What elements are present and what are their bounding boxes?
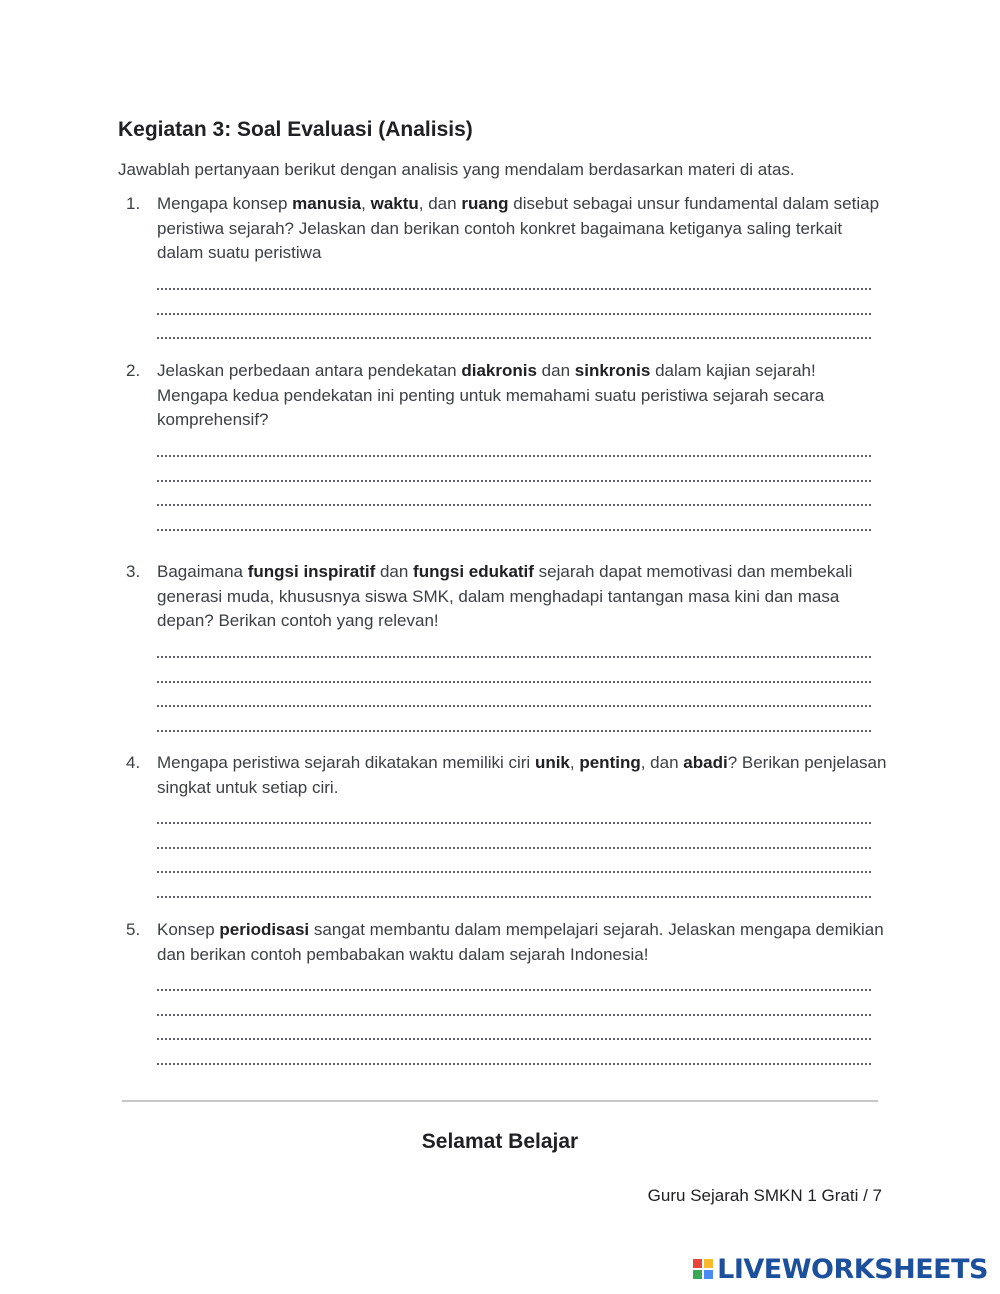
- section-title: Kegiatan 3: Soal Evaluasi (Analisis): [118, 118, 473, 141]
- key-term: ruang: [461, 194, 509, 213]
- answer-line[interactable]: [157, 705, 871, 707]
- key-term: unik: [534, 753, 570, 772]
- question-2: [118, 359, 888, 433]
- key-term: waktu: [370, 194, 419, 213]
- key-term: fungsi inspiratif: [247, 562, 376, 581]
- answer-line[interactable]: [157, 337, 871, 339]
- question-3: [118, 560, 888, 634]
- answer-line[interactable]: [157, 288, 871, 290]
- key-term: abadi: [683, 753, 728, 772]
- answer-line[interactable]: [157, 656, 871, 658]
- question-5: [118, 918, 888, 967]
- answer-line[interactable]: [157, 822, 871, 824]
- question-number: 3.: [126, 562, 141, 581]
- answer-line[interactable]: [157, 313, 871, 315]
- question-text: Mengapa konsep manusia, waktu, dan ruang disebut sebagai unsur fundamental dalam setiap peristiwa sejarah? Jelaskan dan berikan contoh konkret bagaimana ketiganya saling terkait dalam suatu peristiwa: [157, 194, 880, 262]
- brand-logo[interactable]: [693, 1254, 988, 1284]
- answer-line[interactable]: [157, 1063, 871, 1065]
- divider: [122, 1100, 878, 1102]
- closing-text: Selamat Belajar: [421, 1130, 579, 1153]
- liveworksheets-logo-icon: [693, 1259, 713, 1279]
- answer-line[interactable]: [157, 1038, 871, 1040]
- answer-line[interactable]: [157, 847, 871, 849]
- footer-credit: Guru Sejarah SMKN 1 Grati / 7: [647, 1186, 882, 1205]
- question-number: 4.: [126, 753, 141, 772]
- answer-line[interactable]: [157, 480, 871, 482]
- answer-line[interactable]: [157, 871, 871, 873]
- question-text: Bagaimana fungsi inspiratif dan fungsi edukatif sejarah dapat memotivasi dan membekali generasi muda, khususnya siswa SMK, dalam menghadapi tantangan masa kini dan masa depan? Berikan contoh yang relevan!: [157, 562, 853, 630]
- answer-line[interactable]: [157, 681, 871, 683]
- key-term: fungsi edukatif: [413, 562, 534, 581]
- question-text: Mengapa peristiwa sejarah dikatakan memiliki ciri unik, penting, dan abadi? Berikan penjelasan singkat untuk setiap ciri.: [157, 753, 887, 797]
- question-number: 2.: [126, 361, 141, 380]
- answer-line[interactable]: [157, 529, 871, 531]
- answer-line[interactable]: [157, 730, 871, 732]
- answer-line[interactable]: [157, 989, 871, 991]
- answer-line[interactable]: [157, 896, 871, 898]
- key-term: diakronis: [461, 361, 537, 380]
- question-text: Jelaskan perbedaan antara pendekatan diakronis dan sinkronis dalam kajian sejarah! Mengapa kedua pendekatan ini penting untuk memahami suatu peristiwa sejarah secara komprehensif?: [157, 361, 825, 429]
- key-term: sinkronis: [574, 361, 651, 380]
- key-term: manusia: [292, 194, 362, 213]
- key-term: penting: [579, 753, 641, 772]
- question-1: [118, 192, 888, 266]
- question-number: 1.: [126, 194, 141, 213]
- answer-line[interactable]: [157, 455, 871, 457]
- answer-line[interactable]: [157, 504, 871, 506]
- question-4: [118, 751, 888, 800]
- answer-line[interactable]: [157, 1014, 871, 1016]
- question-text: Konsep periodisasi sangat membantu dalam mempelajari sejarah. Jelaskan mengapa demikian dan berikan contoh pembabakan waktu dalam sejarah Indonesia!: [157, 920, 884, 964]
- brand-name: LIVEWORKSHEETS: [717, 1253, 988, 1285]
- question-number: 5.: [126, 920, 141, 939]
- section-intro: Jawablah pertanyaan berikut dengan analisis yang mendalam berdasarkan materi di atas.: [118, 160, 795, 179]
- key-term: periodisasi: [219, 920, 310, 939]
